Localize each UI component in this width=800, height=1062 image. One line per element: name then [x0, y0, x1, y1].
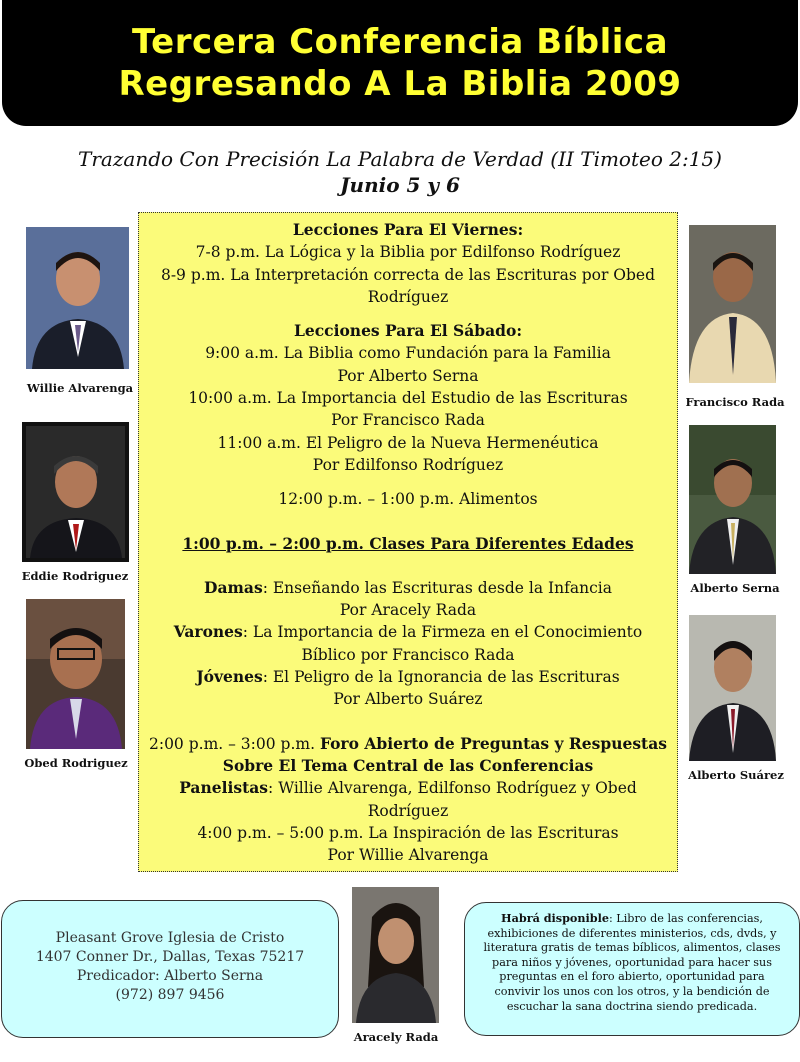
saturday-lesson-2-title: 10:00 a.m. La Importancia del Estudio de las Escrituras: [188, 389, 628, 408]
class-damas-text: : Enseñando las Escrituras desde la Infancia: [262, 578, 612, 597]
person-icon: [22, 422, 129, 562]
forum-time: 2:00 p.m. – 3:00 p.m.: [148, 734, 320, 753]
photo-willie-alvarenga: [26, 227, 129, 369]
lunch-time: 12:00 p.m. – 1:00 p.m. Alimentos: [278, 490, 538, 509]
info-text: : Libro de las conferencias, exhibiciones de diferentes ministerios, cds, dvds, y literatura gratis de temas bíblicos, alimentos, clases para niños y jóvenes, oportunidad para hacer sus preguntas en el foro abierto, oportunidad para convivir los unos con los otros, y la bendición de escuchar la sana doctrina siendo predicada.: [483, 912, 781, 1013]
saturday-lesson-1-title: 9:00 a.m. La Biblia como Fundación para la Familia: [205, 344, 611, 363]
friday-heading: Lecciones Para El Viernes:: [292, 220, 524, 239]
church-preacher: Predicador: Alberto Serna: [76, 968, 264, 984]
person-icon: [26, 227, 129, 369]
header-title-line2: Regresando A La Biblia 2009: [118, 64, 682, 104]
caption-alberto-suarez: Alberto Suárez: [688, 768, 784, 782]
caption-alberto-serna: Alberto Serna: [690, 581, 780, 595]
class-varones-text: : La Importancia de la Firmeza en el Conocimiento Bíblico por Francisco Rada: [242, 623, 643, 664]
final-lesson-speaker: Por Willie Alvarenga: [327, 846, 489, 865]
saturday-lesson-3-speaker: Por Edilfonso Rodríguez: [312, 455, 504, 474]
person-icon: [26, 599, 125, 749]
contact-box: [1, 900, 339, 1038]
person-icon: [689, 615, 776, 761]
photo-obed-rodriguez: [26, 599, 125, 749]
panel: [147, 777, 669, 822]
panel-text: : Willie Alvarenga, Edilfonso Rodríguez y Obed Rodríguez: [268, 779, 637, 820]
class-damas-label: Damas: [204, 577, 263, 597]
class-varones-label: Varones: [173, 622, 243, 642]
class-damas-speaker: Por Aracely Rada: [339, 601, 477, 620]
saturday-heading: Lecciones Para El Sábado:: [293, 321, 523, 341]
caption-francisco: Francisco Rada: [685, 395, 785, 409]
class-jovenes-label: Jóvenes: [196, 667, 263, 687]
friday-lesson-1: 7-8 p.m. La Lógica y la Biblia por Edilfonso Rodríguez: [195, 243, 621, 262]
friday-lesson-2: 8-9 p.m. La Interpretación correcta de las Escrituras por Obed Rodríguez: [160, 265, 656, 306]
church-name: Pleasant Grove Iglesia de Cristo: [55, 930, 285, 946]
photo-aracely-rada: [352, 887, 439, 1023]
saturday-lesson-1-speaker: Por Alberto Serna: [337, 366, 479, 385]
subtitle: [0, 146, 800, 198]
header-title-line1: Tercera Conferencia Bíblica: [131, 22, 669, 62]
schedule-box: [138, 212, 678, 872]
person-icon: [352, 887, 439, 1023]
caption-obed: Obed Rodriguez: [24, 756, 128, 770]
caption-willie: Willie Alvarenga: [26, 381, 134, 395]
panel-label: Panelistas: [179, 778, 269, 798]
photo-francisco-rada: [689, 225, 776, 383]
person-icon: [689, 425, 776, 574]
class-jovenes-speaker: Por Alberto Suárez: [333, 690, 483, 709]
subtitle-theme: Trazando Con Precisión La Palabra de Verdad (II Timoteo 2:15): [78, 147, 722, 171]
subtitle-dates: Junio 5 y 6: [340, 173, 460, 197]
class-damas: [147, 577, 669, 599]
saturday-lesson-3-title: 11:00 a.m. El Peligro de la Nueva Hermenéutica: [217, 433, 599, 452]
church-address: 1407 Conner Dr., Dallas, Texas 75217: [35, 949, 305, 965]
final-lesson-title: 4:00 p.m. – 5:00 p.m. La Inspiración de las Escrituras: [197, 823, 619, 842]
info-box: [464, 902, 800, 1036]
forum-title: Foro Abierto de Preguntas y Respuestas Sobre El Tema Central de las Conferencias: [222, 733, 667, 775]
photo-eddie-rodriguez: [22, 422, 129, 562]
classes-heading: 1:00 p.m. – 2:00 p.m. Clases Para Diferentes Edades: [182, 533, 634, 553]
header-banner: [2, 0, 798, 126]
caption-aracely: Aracely Rada: [353, 1030, 439, 1044]
saturday-lesson-2-speaker: Por Francisco Rada: [331, 411, 485, 430]
church-phone: (972) 897 9456: [115, 987, 225, 1003]
class-jovenes: [147, 666, 669, 688]
class-jovenes-text: : El Peligro de la Ignorancia de las Escrituras: [262, 668, 620, 687]
caption-eddie: Eddie Rodriguez: [21, 569, 129, 583]
forum: [147, 733, 669, 778]
photo-alberto-suarez: [689, 615, 776, 761]
info-label: Habrá disponible: [501, 911, 609, 925]
photo-alberto-serna: [689, 425, 776, 574]
person-icon: [689, 225, 776, 383]
class-varones: [147, 621, 669, 666]
